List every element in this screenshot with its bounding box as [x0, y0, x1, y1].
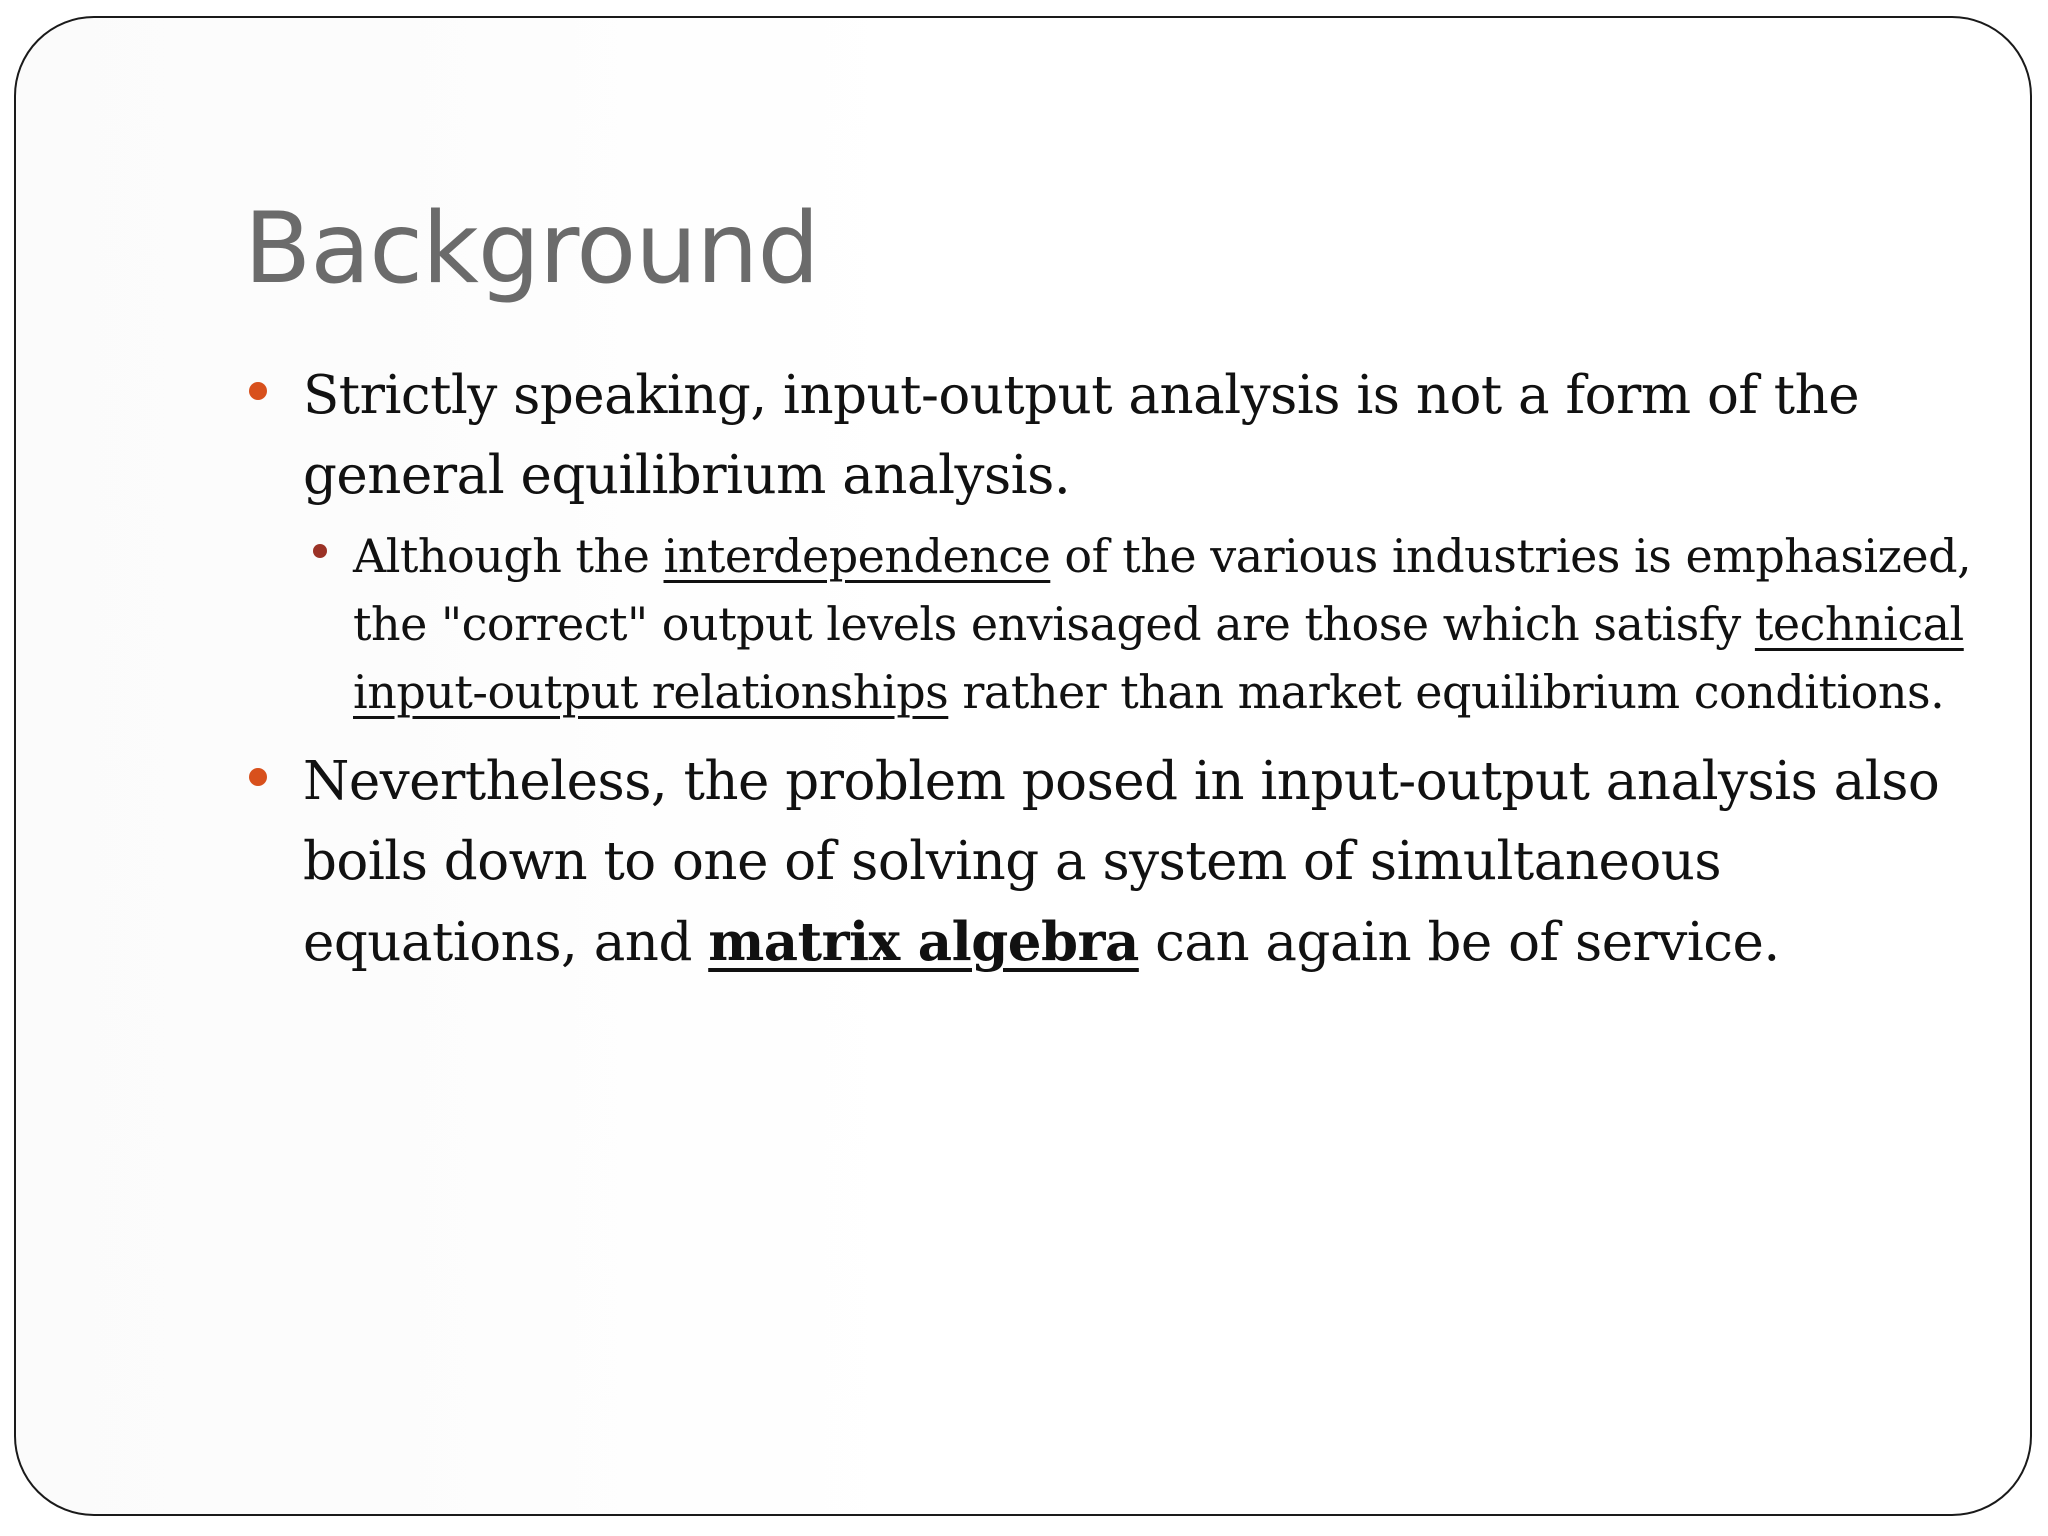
sub-bullet-item — [303, 522, 1973, 726]
bullet-text: Strictly speaking, input-output analysis is not a form of the general equilibrium analysis. — [303, 365, 1860, 506]
underlined-term-technical-relationships: technical input-output relationships — [353, 597, 1964, 719]
slide-body — [241, 356, 1972, 989]
bold-underlined-term-matrix-algebra: matrix algebra — [708, 911, 1139, 973]
underlined-term-interdependence: interdependence — [663, 529, 1051, 583]
sub-bullet-text-part: Although the — [353, 529, 664, 583]
sub-bullet-text-part: of the various industries is emphasized, the "correct" output levels envisaged are those which satisfy — [353, 529, 1972, 651]
bullet-item — [241, 742, 1941, 983]
sub-bullet-text-part: rather than market equilibrium conditions. — [948, 665, 1945, 719]
slide — [14, 16, 2032, 1516]
bullet-dot-icon — [249, 382, 267, 400]
sub-bullet-dot-icon — [313, 544, 327, 558]
slide-title: Background — [244, 192, 819, 306]
bullet-text-part: Nevertheless, the problem posed in input-output analysis also boils down to one of solving a system of simultaneous equations, and — [303, 751, 1940, 973]
bullet-item — [241, 356, 1941, 516]
bullet-text-part: can again be of service. — [1138, 912, 1780, 973]
bullet-dot-icon — [249, 768, 267, 786]
